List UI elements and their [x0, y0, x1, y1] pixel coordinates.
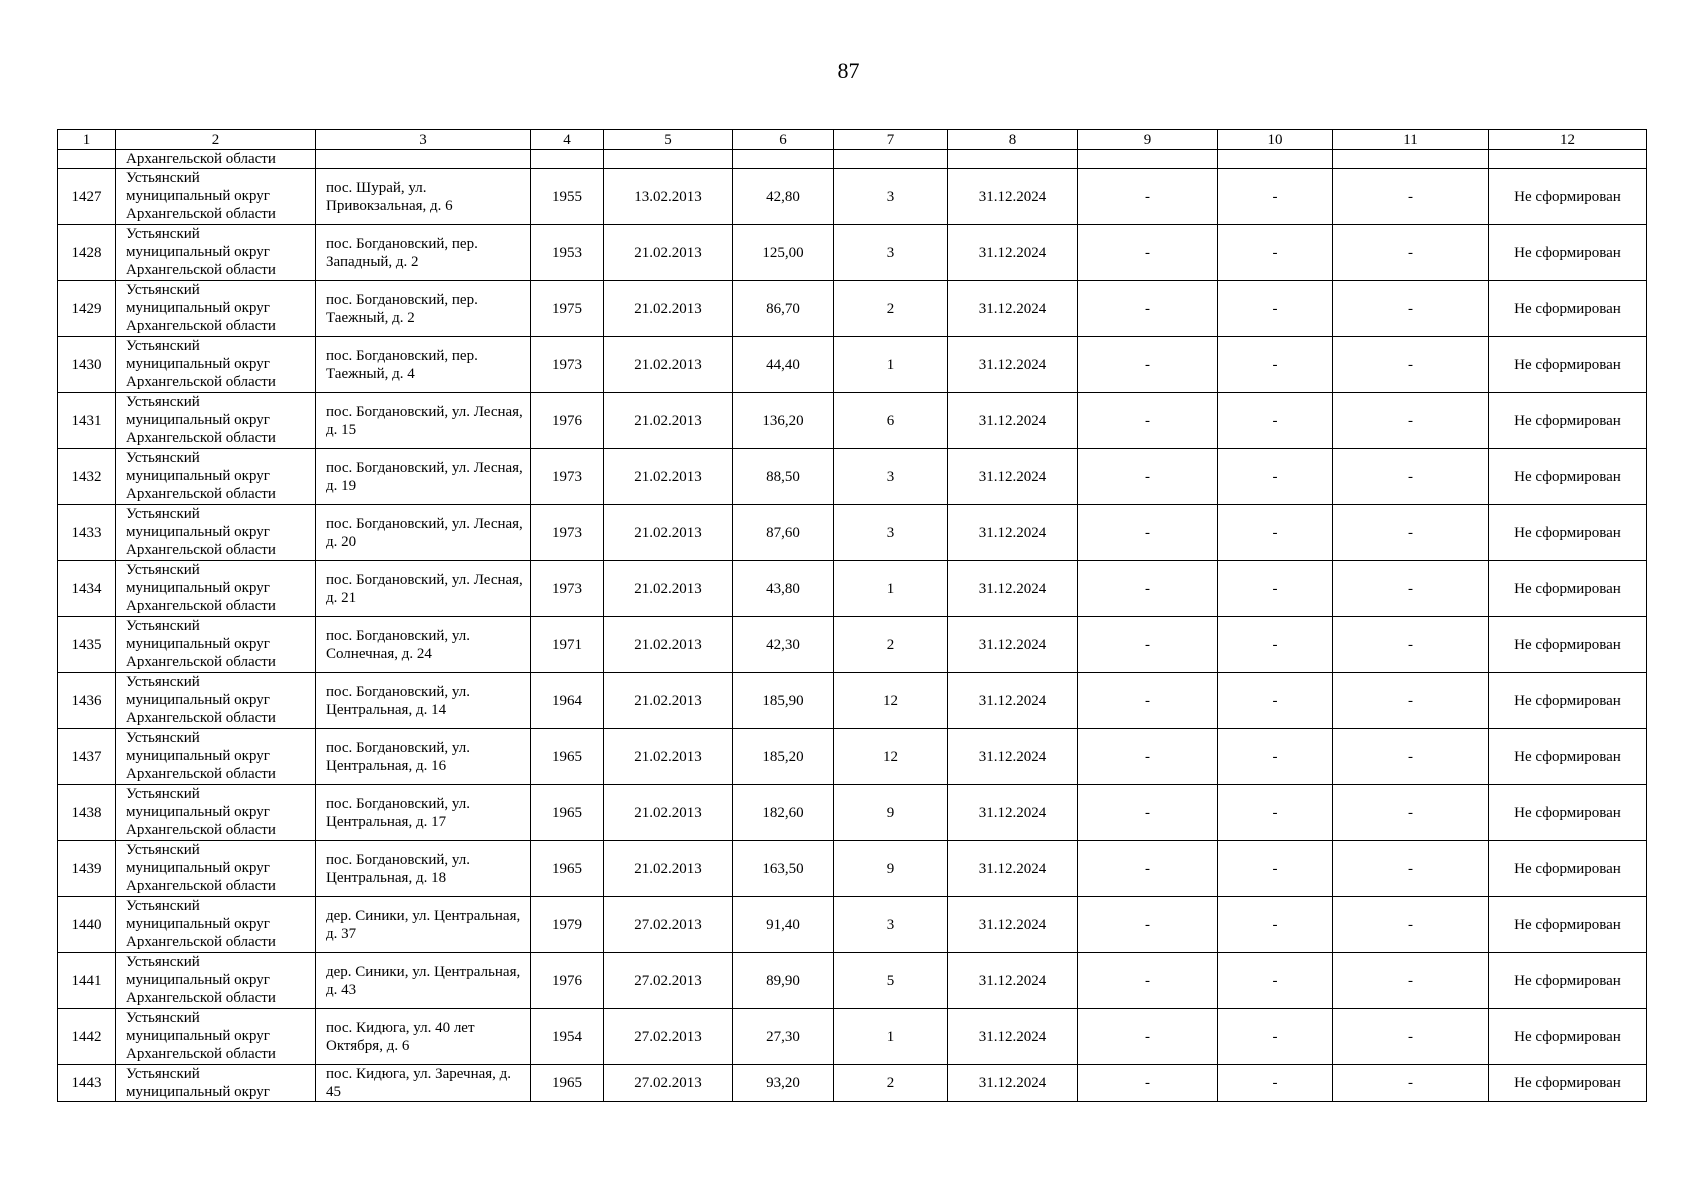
status-cell: Не сформирован — [1489, 281, 1647, 337]
table-row — [58, 953, 1647, 1009]
date-cell: 27.02.2013 — [604, 953, 733, 1009]
col10-cell: - — [1218, 561, 1333, 617]
col11-cell: - — [1333, 897, 1489, 953]
col10-cell: - — [1218, 449, 1333, 505]
col10-cell: - — [1218, 505, 1333, 561]
municipality-line: Архангельской области — [126, 934, 276, 950]
year-cell: 1973 — [531, 337, 604, 393]
municipality-cell — [116, 281, 316, 337]
column-header: 10 — [1218, 130, 1333, 150]
address-cell: дер. Синики, ул. Центральная, д. 37 — [316, 897, 531, 953]
col11-cell: - — [1333, 1065, 1489, 1102]
deadline-cell: 31.12.2024 — [948, 1065, 1078, 1102]
date-cell: 21.02.2013 — [604, 673, 733, 729]
col10-cell: - — [1218, 225, 1333, 281]
column-header: 9 — [1078, 130, 1218, 150]
col10-cell: - — [1218, 729, 1333, 785]
column-header: 7 — [834, 130, 948, 150]
year-cell: 1965 — [531, 1065, 604, 1102]
municipality-line: муниципальный округ — [126, 692, 270, 708]
year-cell: 1965 — [531, 841, 604, 897]
municipality-line: Устьянский — [126, 898, 200, 914]
municipality-cell — [116, 953, 316, 1009]
table-row — [58, 505, 1647, 561]
date-cell: 27.02.2013 — [604, 1065, 733, 1102]
municipality-line: Архангельской области — [126, 430, 276, 446]
municipality-line: Устьянский — [126, 282, 200, 298]
area-cell: 89,90 — [733, 953, 834, 1009]
year-cell: 1971 — [531, 617, 604, 673]
col9-cell: - — [1078, 1065, 1218, 1102]
status-cell: Не сформирован — [1489, 449, 1647, 505]
year-cell: 1965 — [531, 785, 604, 841]
municipality-line: муниципальный округ — [126, 356, 270, 372]
municipality-cell — [116, 729, 316, 785]
municipality-cell — [116, 673, 316, 729]
year-cell: 1975 — [531, 281, 604, 337]
col9-cell: - — [1078, 953, 1218, 1009]
table-row — [58, 337, 1647, 393]
year-cell: 1973 — [531, 449, 604, 505]
municipality-line: Архангельской области — [126, 542, 276, 558]
col11-cell: - — [1333, 281, 1489, 337]
address-cell: пос. Богдановский, ул. Лесная, д. 19 — [316, 449, 531, 505]
deadline-cell: 31.12.2024 — [948, 1009, 1078, 1065]
area-cell: 42,30 — [733, 617, 834, 673]
col11-cell: - — [1333, 169, 1489, 225]
municipality-line: муниципальный округ — [126, 916, 270, 932]
date-cell: 21.02.2013 — [604, 337, 733, 393]
municipality-line: Устьянский — [126, 394, 200, 410]
municipality-line: Устьянский — [126, 170, 200, 186]
status-cell: Не сформирован — [1489, 337, 1647, 393]
row-number-cell: 1438 — [58, 785, 116, 841]
residents-cell: 3 — [834, 449, 948, 505]
col10-cell: - — [1218, 169, 1333, 225]
address-cell: пос. Богдановский, ул. Центральная, д. 14 — [316, 673, 531, 729]
status-cell: Не сформирован — [1489, 617, 1647, 673]
date-cell: 27.02.2013 — [604, 1009, 733, 1065]
deadline-cell: 31.12.2024 — [948, 449, 1078, 505]
municipality-line: Устьянский — [126, 1066, 200, 1082]
residents-cell: 12 — [834, 673, 948, 729]
municipality-line: Архангельской области — [126, 318, 276, 334]
col11-cell: - — [1333, 449, 1489, 505]
column-header: 5 — [604, 130, 733, 150]
municipality-line: Архангельской области — [126, 486, 276, 502]
row-number-cell: 1439 — [58, 841, 116, 897]
col10-cell: - — [1218, 337, 1333, 393]
date-cell: 27.02.2013 — [604, 897, 733, 953]
col11-cell: - — [1333, 1009, 1489, 1065]
municipality-line: Архангельской области — [126, 710, 276, 726]
municipality-cell — [116, 505, 316, 561]
deadline-cell: 31.12.2024 — [948, 841, 1078, 897]
deadline-cell: 31.12.2024 — [948, 729, 1078, 785]
col10-cell: - — [1218, 281, 1333, 337]
column-header: 3 — [316, 130, 531, 150]
col10-cell: - — [1218, 1065, 1333, 1102]
deadline-cell: 31.12.2024 — [948, 617, 1078, 673]
address-cell: дер. Синики, ул. Центральная, д. 43 — [316, 953, 531, 1009]
municipality-cell — [116, 897, 316, 953]
municipality-line: муниципальный округ — [126, 524, 270, 540]
continuation-row — [58, 150, 1647, 169]
row-number-cell: 1429 — [58, 281, 116, 337]
area-cell: 93,20 — [733, 1065, 834, 1102]
table-row — [58, 785, 1647, 841]
residents-cell: 5 — [834, 953, 948, 1009]
date-cell: 21.02.2013 — [604, 449, 733, 505]
col9-cell: - — [1078, 449, 1218, 505]
municipality-line: Архангельской области — [126, 1046, 276, 1062]
row-number-cell: 1440 — [58, 897, 116, 953]
municipality-line: Устьянский — [126, 730, 200, 746]
col10-cell: - — [1218, 785, 1333, 841]
status-cell: Не сформирован — [1489, 1009, 1647, 1065]
row-number-cell: 1430 — [58, 337, 116, 393]
municipality-line: муниципальный округ — [126, 860, 270, 876]
column-header: 2 — [116, 130, 316, 150]
municipality-line: Устьянский — [126, 786, 200, 802]
municipality-line: Устьянский — [126, 842, 200, 858]
address-cell: пос. Богдановский, пер. Таежный, д. 4 — [316, 337, 531, 393]
area-cell: 27,30 — [733, 1009, 834, 1065]
row-number-cell: 1434 — [58, 561, 116, 617]
status-cell: Не сформирован — [1489, 785, 1647, 841]
col10-cell: - — [1218, 1009, 1333, 1065]
page-number: 87 — [837, 58, 860, 83]
date-cell: 13.02.2013 — [604, 169, 733, 225]
municipality-line: Архангельской области — [126, 766, 276, 782]
address-cell: пос. Богдановский, ул. Центральная, д. 18 — [316, 841, 531, 897]
municipality-line: Устьянский — [126, 506, 200, 522]
municipality-line: муниципальный округ — [126, 804, 270, 820]
col10-cell: - — [1218, 617, 1333, 673]
area-cell: 88,50 — [733, 449, 834, 505]
col11-cell: - — [1333, 953, 1489, 1009]
status-cell: Не сформирован — [1489, 561, 1647, 617]
row-number-cell: 1441 — [58, 953, 116, 1009]
row-number-cell: 1428 — [58, 225, 116, 281]
col9-cell: - — [1078, 337, 1218, 393]
municipality-cell — [116, 169, 316, 225]
address-cell: пос. Богдановский, пер. Западный, д. 2 — [316, 225, 531, 281]
residents-cell: 1 — [834, 1009, 948, 1065]
municipality-cell — [116, 449, 316, 505]
area-cell: 87,60 — [733, 505, 834, 561]
col9-cell: - — [1078, 169, 1218, 225]
municipality-cell — [116, 1065, 316, 1102]
municipality-cell — [116, 785, 316, 841]
col9-cell: - — [1078, 785, 1218, 841]
municipality-line: Устьянский — [126, 338, 200, 354]
address-cell: пос. Богдановский, ул. Лесная, д. 15 — [316, 393, 531, 449]
col9-cell: - — [1078, 393, 1218, 449]
residents-cell: 3 — [834, 897, 948, 953]
col11-cell: - — [1333, 841, 1489, 897]
table-row — [58, 841, 1647, 897]
column-header: 6 — [733, 130, 834, 150]
deadline-cell: 31.12.2024 — [948, 281, 1078, 337]
col11-cell: - — [1333, 505, 1489, 561]
municipality-line: муниципальный округ — [126, 188, 270, 204]
residents-cell: 2 — [834, 281, 948, 337]
row-number-cell: 1442 — [58, 1009, 116, 1065]
municipality-line: Устьянский — [126, 618, 200, 634]
municipality-line: муниципальный округ — [126, 412, 270, 428]
address-cell: пос. Шурай, ул. Привокзальная, д. 6 — [316, 169, 531, 225]
col11-cell: - — [1333, 673, 1489, 729]
date-cell: 21.02.2013 — [604, 281, 733, 337]
municipality-line: муниципальный округ — [126, 1028, 270, 1044]
area-cell: 136,20 — [733, 393, 834, 449]
year-cell: 1979 — [531, 897, 604, 953]
table-row — [58, 673, 1647, 729]
deadline-cell: 31.12.2024 — [948, 225, 1078, 281]
col9-cell: - — [1078, 505, 1218, 561]
address-cell: пос. Богдановский, ул. Центральная, д. 16 — [316, 729, 531, 785]
deadline-cell: 31.12.2024 — [948, 169, 1078, 225]
deadline-cell: 31.12.2024 — [948, 393, 1078, 449]
row-number-cell: 1435 — [58, 617, 116, 673]
municipality-line: Архангельской области — [126, 374, 276, 390]
municipality-line: Архангельской области — [126, 206, 276, 222]
date-cell: 21.02.2013 — [604, 841, 733, 897]
municipality-cell — [116, 393, 316, 449]
deadline-cell: 31.12.2024 — [948, 673, 1078, 729]
col9-cell: - — [1078, 729, 1218, 785]
address-cell: пос. Кидюга, ул. Заречная, д. 45 — [316, 1065, 531, 1102]
table-row — [58, 169, 1647, 225]
residents-cell: 1 — [834, 561, 948, 617]
year-cell: 1953 — [531, 225, 604, 281]
table-row — [58, 393, 1647, 449]
table-row — [58, 561, 1647, 617]
year-cell: 1976 — [531, 393, 604, 449]
deadline-cell: 31.12.2024 — [948, 337, 1078, 393]
area-cell: 163,50 — [733, 841, 834, 897]
date-cell: 21.02.2013 — [604, 785, 733, 841]
row-number-cell: 1436 — [58, 673, 116, 729]
municipality-line: Архангельской области — [126, 654, 276, 670]
residents-cell: 9 — [834, 785, 948, 841]
row-number-cell: 1433 — [58, 505, 116, 561]
residents-cell: 1 — [834, 337, 948, 393]
col11-cell: - — [1333, 785, 1489, 841]
municipality-line: Архангельской области — [126, 822, 276, 838]
area-cell: 91,40 — [733, 897, 834, 953]
area-cell: 44,40 — [733, 337, 834, 393]
residents-cell: 9 — [834, 841, 948, 897]
date-cell: 21.02.2013 — [604, 561, 733, 617]
municipality-line: Устьянский — [126, 1010, 200, 1026]
date-cell: 21.02.2013 — [604, 393, 733, 449]
col9-cell: - — [1078, 673, 1218, 729]
date-cell: 21.02.2013 — [604, 729, 733, 785]
municipality-line: муниципальный округ — [126, 244, 270, 260]
col9-cell: - — [1078, 561, 1218, 617]
area-cell: 86,70 — [733, 281, 834, 337]
address-cell: пос. Богдановский, ул. Солнечная, д. 24 — [316, 617, 531, 673]
area-cell: 182,60 — [733, 785, 834, 841]
year-cell: 1965 — [531, 729, 604, 785]
residents-cell: 3 — [834, 505, 948, 561]
address-cell: пос. Богдановский, пер. Таежный, д. 2 — [316, 281, 531, 337]
municipality-line: Устьянский — [126, 954, 200, 970]
status-cell: Не сформирован — [1489, 225, 1647, 281]
municipality-line: муниципальный округ — [126, 580, 270, 596]
address-cell: пос. Богдановский, ул. Лесная, д. 21 — [316, 561, 531, 617]
table-row — [58, 1065, 1647, 1102]
deadline-cell: 31.12.2024 — [948, 897, 1078, 953]
table-row — [58, 281, 1647, 337]
row-number-cell: 1431 — [58, 393, 116, 449]
year-cell: 1955 — [531, 169, 604, 225]
deadline-cell: 31.12.2024 — [948, 505, 1078, 561]
col11-cell: - — [1333, 225, 1489, 281]
residents-cell: 2 — [834, 1065, 948, 1102]
deadline-cell: 31.12.2024 — [948, 953, 1078, 1009]
table-row — [58, 729, 1647, 785]
table-row — [58, 617, 1647, 673]
row-number-cell: 1432 — [58, 449, 116, 505]
municipality-cell — [116, 337, 316, 393]
status-cell: Не сформирован — [1489, 673, 1647, 729]
year-cell: 1964 — [531, 673, 604, 729]
area-cell: 185,90 — [733, 673, 834, 729]
col10-cell: - — [1218, 673, 1333, 729]
municipality-line: муниципальный округ — [126, 300, 270, 316]
col9-cell: - — [1078, 225, 1218, 281]
address-cell: пос. Богдановский, ул. Лесная, д. 20 — [316, 505, 531, 561]
col10-cell: - — [1218, 393, 1333, 449]
residents-cell: 6 — [834, 393, 948, 449]
status-cell: Не сформирован — [1489, 393, 1647, 449]
year-cell: 1976 — [531, 953, 604, 1009]
municipality-cell — [116, 841, 316, 897]
address-cell: пос. Богдановский, ул. Центральная, д. 17 — [316, 785, 531, 841]
row-number-cell: 1427 — [58, 169, 116, 225]
row-number-cell: 1437 — [58, 729, 116, 785]
municipality-cell — [116, 1009, 316, 1065]
col9-cell: - — [1078, 841, 1218, 897]
status-cell: Не сформирован — [1489, 729, 1647, 785]
area-cell: 125,00 — [733, 225, 834, 281]
year-cell: 1954 — [531, 1009, 604, 1065]
column-header: 11 — [1333, 130, 1489, 150]
year-cell: 1973 — [531, 505, 604, 561]
table-row — [58, 225, 1647, 281]
registry-table — [57, 129, 1647, 1102]
col11-cell: - — [1333, 729, 1489, 785]
municipality-cell — [116, 561, 316, 617]
area-cell: 42,80 — [733, 169, 834, 225]
col9-cell: - — [1078, 617, 1218, 673]
municipality-line: Архангельской области — [126, 598, 276, 614]
date-cell: 21.02.2013 — [604, 225, 733, 281]
municipality-line: муниципальный округ — [126, 1084, 270, 1100]
deadline-cell: 31.12.2024 — [948, 561, 1078, 617]
residents-cell: 2 — [834, 617, 948, 673]
municipality-cell — [116, 225, 316, 281]
municipality-line: муниципальный округ — [126, 468, 270, 484]
col10-cell: - — [1218, 897, 1333, 953]
area-cell: 185,20 — [733, 729, 834, 785]
column-header: 1 — [58, 130, 116, 150]
col10-cell: - — [1218, 953, 1333, 1009]
col10-cell: - — [1218, 841, 1333, 897]
status-cell: Не сформирован — [1489, 953, 1647, 1009]
municipality-line: Устьянский — [126, 450, 200, 466]
residents-cell: 3 — [834, 225, 948, 281]
municipality-line: Устьянский — [126, 562, 200, 578]
table-row — [58, 897, 1647, 953]
deadline-cell: 31.12.2024 — [948, 785, 1078, 841]
date-cell: 21.02.2013 — [604, 505, 733, 561]
col11-cell: - — [1333, 617, 1489, 673]
residents-cell: 3 — [834, 169, 948, 225]
municipality-line: Архангельской области — [126, 990, 276, 1006]
date-cell: 21.02.2013 — [604, 617, 733, 673]
col11-cell: - — [1333, 337, 1489, 393]
column-header: 12 — [1489, 130, 1647, 150]
municipality-line: Устьянский — [126, 674, 200, 690]
col9-cell: - — [1078, 897, 1218, 953]
status-cell: Не сформирован — [1489, 1065, 1647, 1102]
municipality-cell — [116, 617, 316, 673]
col9-cell: - — [1078, 281, 1218, 337]
status-cell: Не сформирован — [1489, 841, 1647, 897]
header-row — [58, 130, 1647, 150]
municipality-line: Архангельской области — [126, 878, 276, 894]
table-row — [58, 1009, 1647, 1065]
municipality-line: муниципальный округ — [126, 972, 270, 988]
column-header: 4 — [531, 130, 604, 150]
status-cell: Не сформирован — [1489, 897, 1647, 953]
residents-cell: 12 — [834, 729, 948, 785]
municipality-line: Устьянский — [126, 226, 200, 242]
municipality-line: муниципальный округ — [126, 636, 270, 652]
column-header: 8 — [948, 130, 1078, 150]
area-cell: 43,80 — [733, 561, 834, 617]
table-row — [58, 449, 1647, 505]
continuation-cell: Архангельской области — [116, 150, 316, 169]
status-cell: Не сформирован — [1489, 505, 1647, 561]
municipality-line: Архангельской области — [126, 262, 276, 278]
year-cell: 1973 — [531, 561, 604, 617]
col11-cell: - — [1333, 393, 1489, 449]
status-cell: Не сформирован — [1489, 169, 1647, 225]
address-cell: пос. Кидюга, ул. 40 лет Октября, д. 6 — [316, 1009, 531, 1065]
row-number-cell: 1443 — [58, 1065, 116, 1102]
col9-cell: - — [1078, 1009, 1218, 1065]
col11-cell: - — [1333, 561, 1489, 617]
municipality-line: муниципальный округ — [126, 748, 270, 764]
